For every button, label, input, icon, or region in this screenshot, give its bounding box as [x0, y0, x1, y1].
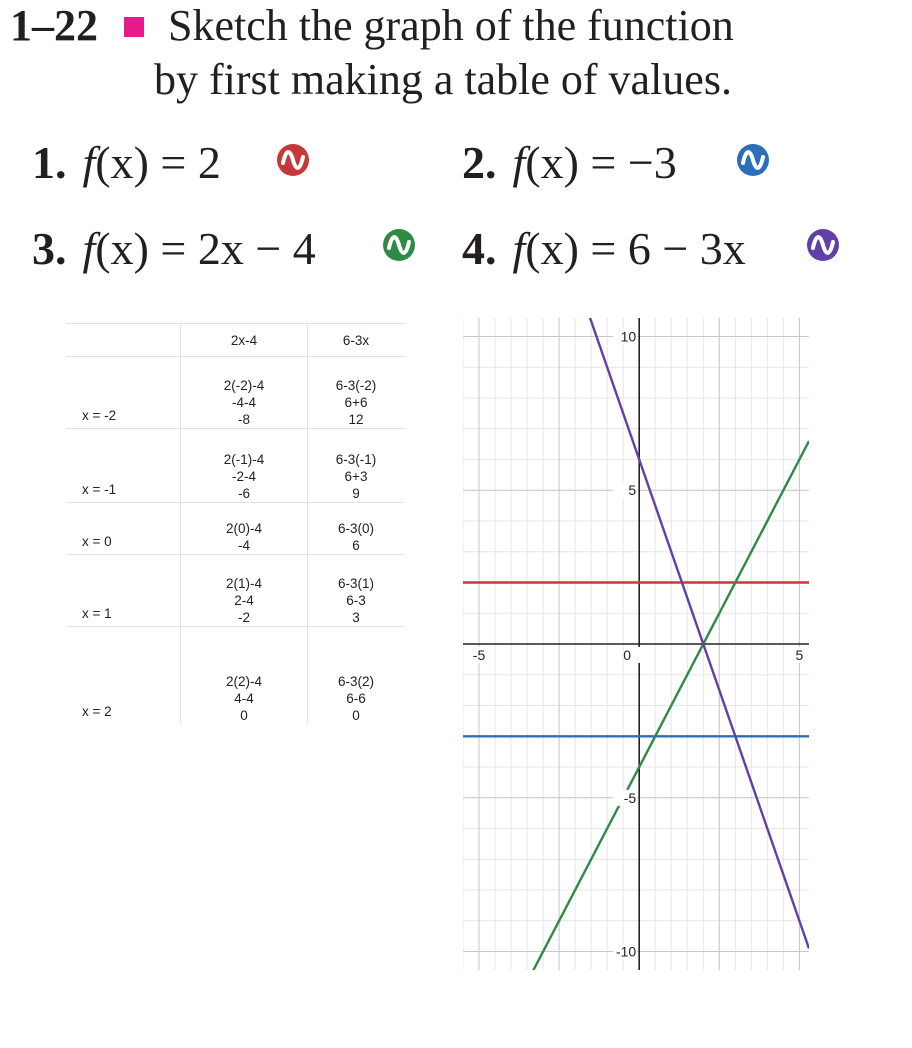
computation-step: 0: [352, 708, 360, 723]
video-wave-icon[interactable]: [806, 228, 840, 262]
video-wave-icon[interactable]: [736, 143, 770, 177]
x-tick-label: 0: [623, 647, 632, 663]
computation-step: 2(-2)-4: [223, 378, 265, 393]
computation-step: 0: [240, 708, 248, 723]
y-tick-label: 10: [620, 328, 637, 345]
function-name: f: [82, 223, 96, 274]
x-value-cell: x = 1: [66, 555, 181, 627]
problem-number: 1.: [32, 137, 67, 188]
table-header-row: [66, 324, 404, 357]
function-graph: [463, 318, 809, 970]
computation-step: 2(2)-4: [225, 674, 262, 689]
problem-4: [462, 223, 746, 274]
expr-6-3x-cell: [308, 357, 405, 429]
computation-step: 6-3(-2): [335, 378, 377, 393]
instruction-line-1: Sketch the graph of the function: [168, 1, 734, 50]
problem-1: [32, 137, 221, 188]
expr-2x-4-cell: [181, 627, 308, 725]
computation-step: 6-6: [346, 691, 366, 706]
expr-2x-4-cell: [181, 357, 308, 429]
computation-step: 6-3(-1): [335, 452, 377, 467]
series-line-4: [463, 318, 809, 948]
x-tick-label: 5: [795, 647, 804, 663]
problem-3: [32, 223, 316, 274]
function-rhs: = −3: [578, 137, 677, 188]
exercise-range: 1–22: [10, 1, 98, 50]
computation-step: 3: [352, 610, 360, 625]
exercise-marker-square: [124, 17, 144, 37]
function-arg: (x): [525, 137, 579, 188]
table-header-cell: [66, 324, 181, 357]
x-tick-label: -5: [472, 647, 486, 663]
computation-step: 4-4: [234, 691, 254, 706]
function-rhs: = 2x − 4: [148, 223, 316, 274]
computation-step: -2: [237, 610, 250, 625]
table-header-cell: 2x-4: [181, 324, 308, 357]
expr-2x-4-cell: [181, 555, 308, 627]
function-rhs: = 2: [148, 137, 221, 188]
expr-6-3x-cell: [308, 503, 405, 555]
computation-step: 2(0)-4: [225, 521, 262, 536]
computation-step: 2(1)-4: [225, 576, 262, 591]
table-row: [66, 555, 404, 627]
problem-number: 2.: [462, 137, 497, 188]
computation-step: 2(-1)-4: [223, 452, 265, 467]
computation-step: 9: [352, 486, 360, 501]
table-row: [66, 503, 404, 555]
computation-step: 6-3(0): [337, 521, 374, 536]
computation-step: 6+6: [344, 395, 368, 410]
table-of-values: [66, 323, 404, 724]
function-arg: (x): [95, 137, 149, 188]
expr-2x-4-cell: [181, 503, 308, 555]
computation-step: -8: [237, 412, 250, 427]
expr-6-3x-cell: [308, 627, 405, 725]
table-row: [66, 627, 404, 725]
problem-2: [462, 137, 677, 188]
function-name: f: [512, 137, 526, 188]
video-wave-icon[interactable]: [276, 143, 310, 177]
function-arg: (x): [525, 223, 579, 274]
computation-step: 6-3(1): [337, 576, 374, 591]
x-value-cell: x = -2: [66, 357, 181, 429]
computation-step: -4: [237, 538, 250, 553]
exercise-header: [0, 0, 912, 110]
computation-step: -4-4: [231, 395, 256, 410]
expr-2x-4-cell: [181, 429, 308, 503]
x-value-cell: x = 2: [66, 627, 181, 725]
problem-number: 4.: [462, 223, 497, 274]
computation-step: 6: [352, 538, 360, 553]
function-arg: (x): [95, 223, 149, 274]
computation-step: 6-3: [346, 593, 366, 608]
computation-step: -6: [237, 486, 250, 501]
tick-label-bg: [632, 647, 646, 663]
expr-6-3x-cell: [308, 555, 405, 627]
table-header-cell: 6-3x: [308, 324, 405, 357]
computation-step: -2-4: [231, 469, 256, 484]
y-tick-label: -10: [615, 943, 637, 960]
y-tick-label: 5: [628, 482, 637, 499]
video-wave-icon[interactable]: [382, 228, 416, 262]
computation-step: 2-4: [234, 593, 254, 608]
computation-step: 6+3: [344, 469, 368, 484]
expr-6-3x-cell: [308, 429, 405, 503]
computation-step: 6-3(2): [337, 674, 374, 689]
problem-number: 3.: [32, 223, 67, 274]
table-row: [66, 357, 404, 429]
instruction-line-2: by first making a table of values.: [154, 55, 732, 104]
function-rhs: = 6 − 3x: [578, 223, 746, 274]
y-tick-label: -5: [623, 789, 637, 806]
x-value-cell: x = -1: [66, 429, 181, 503]
function-name: f: [82, 137, 96, 188]
table-row: [66, 429, 404, 503]
function-name: f: [512, 223, 526, 274]
x-value-cell: x = 0: [66, 503, 181, 555]
computation-step: 12: [348, 412, 364, 427]
